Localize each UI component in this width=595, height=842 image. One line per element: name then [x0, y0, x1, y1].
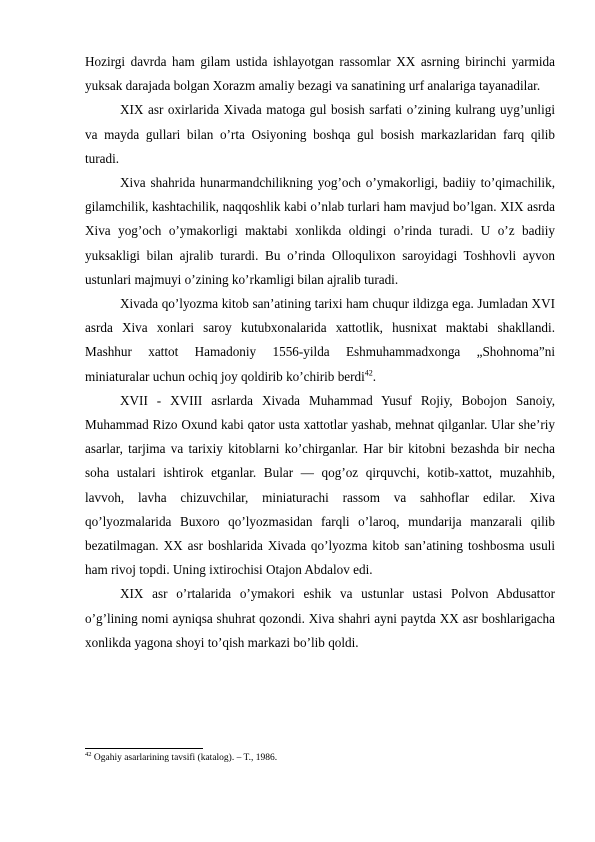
document-body	[85, 50, 555, 655]
footnote-marker: 42	[85, 750, 92, 758]
footnote	[85, 752, 555, 765]
paragraph: Hozirgi davrda ham gilam ustida ishlayotgan rassomlar XX asrning birinchi yarmida yuksak darajada bolgan Xorazm amaliy bezagi va sanatining urf analariga tayanadilar.	[85, 54, 555, 94]
paragraph: XIX asr o’rtalarida o’ymakori eshik va ustunlar ustasi Polvon Abdusattor o’g’lining nomi ayniqsa shuhrat qozondi. Xiva shahri ayni paytda XX asr boshlarigacha xonlikda yagona shoyi to’qish markazi bo’lib qoldi.	[85, 586, 555, 650]
paragraph-text: Xivada qo’lyozma kitob san’atining tarixi ham chuqur ildizga ega. Jumladan XVI asrda Xiva xonlari saroy kutubxonalarida xattotlik, husnixat maktabi shakllandi. Mashhur xattot Hamadoniy 1556-yilda Eshmuhammadxonga „Shohnoma”ni miniaturalar uchun ochiq joy qoldirib ko’chirib berdi	[85, 296, 555, 384]
paragraph-text-end: .	[372, 368, 377, 384]
paragraph-with-footnote	[85, 292, 555, 389]
paragraph: Xiva shahrida hunarmandchilikning yog’och o’ymakorligi, badiiy to’qimachilik, gilamchilik, kashtachilik, naqqoshlik kabi o’nlab turlari ham mavjud bo’lgan. XIX asrda Xiva yog’och o’ymakorligi maktabi xonlikda oldingi o’rinda turadi. U o’z badiiy yuksakligi bilan ajralib turardi. Bu o’rinda Olloqulixon saroyidagi Toshhovli ayvon ustunlari majmuyi o’zining ko’rkamligi bilan ajralib turadi.	[85, 175, 555, 287]
paragraph: XVII - XVIII asrlarda Xivada Muhammad Yusuf Rojiy, Bobojon Sanoiy, Muhammad Rizo Oxund kabi qator usta xattotlar yashab, mehnat qilganlar. Ular she’riy asarlar, tarjima va tarixiy kitoblarni ko’chirganlar. Har bir kitobni bezashda bir necha soha ustalari ishtirok etganlar. Bular — qog’oz qirquvchi, kotib-xattot, muzahhib, lavvoh, lavha chizuvchilar, miniaturachi rassom va sahhoflar edilar. Xiva qo’lyozmalarida Buxoro qo’lyozmasidan farqli o’laroq, mundarija manzarali qilib bezatilmagan. XX asr boshlarida Xivada qo’lyozma kitob san’atining toshbosma usuli ham rivoj topdi. Uning ixtirochisi Otajon Abdalov edi.	[85, 392, 555, 578]
footnote-text: Ogahiy asarlarining tavsifi (katalog). – T., 1986.	[91, 753, 278, 763]
footnote-reference[interactable]: 42	[364, 368, 373, 378]
paragraph: XIX asr oxirlarida Xivada matoga gul bosish sarfati o’zining kulrang uyg’unligi va mayda gullari bilan o’rta Osiyoning boshqa gul bosish markazlaridan farq qilib turadi.	[85, 102, 555, 166]
footnote-separator	[85, 748, 203, 749]
